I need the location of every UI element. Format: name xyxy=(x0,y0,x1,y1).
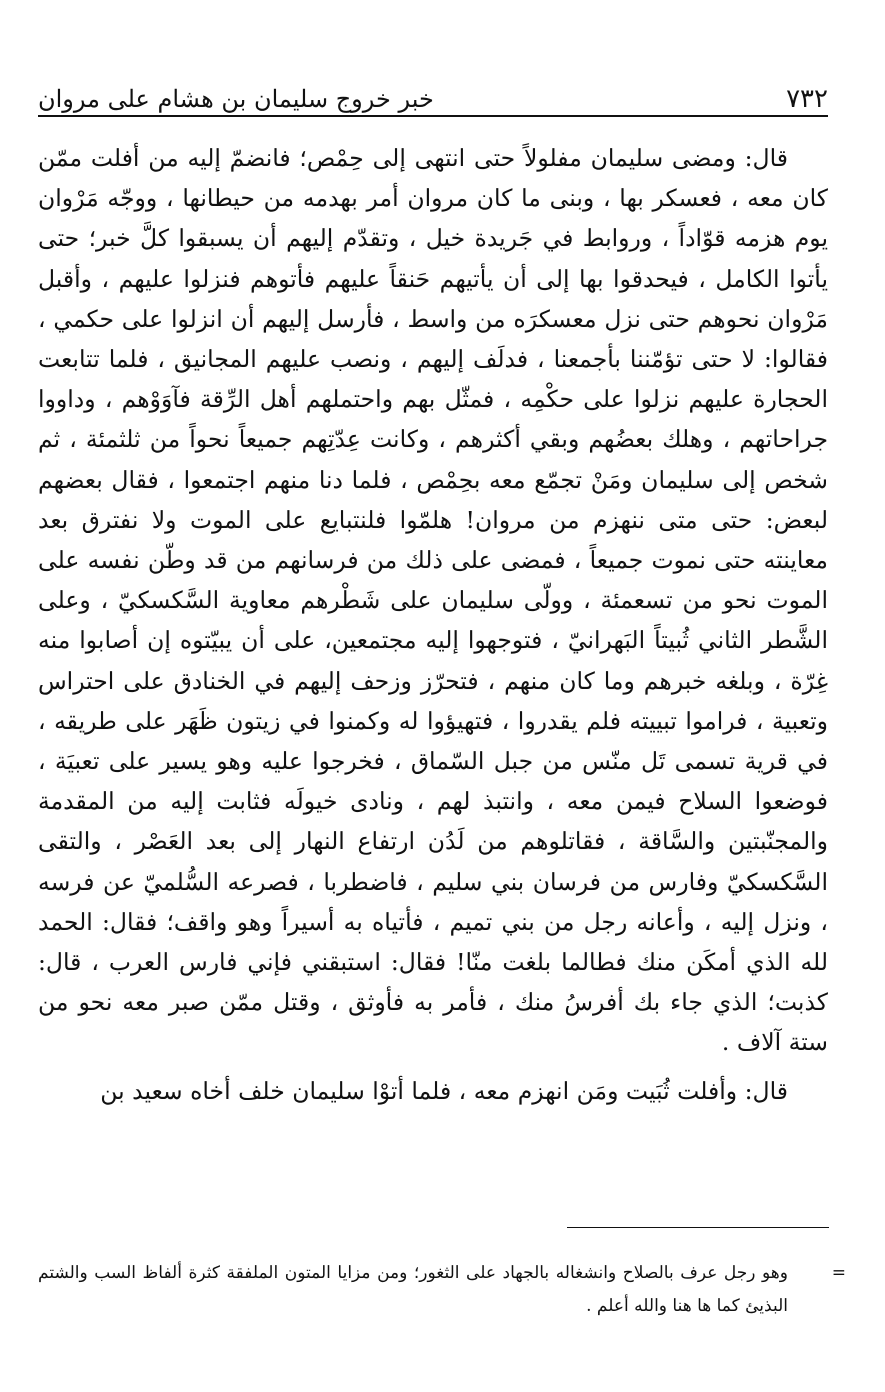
paragraph: قال: وأفلت ثُبَيت ومَن انهزم معه ، فلما أتوْا سليمان خلف أخاه سعيد بن xyxy=(100,1076,788,1105)
footnote xyxy=(38,1257,846,1323)
paragraph: قال: ومضى سليمان مفلولاً حتى انتهى إلى حِمْص؛ فانضمّ إليه من أفلت ممّن كان معه ، فعسكر بها ، وبنى ما كان مروان أمر بهدمه من حيطانها ، ووجّه مَرْوان يوم هزمه قوّاداً ، وروابط في جَريدة خيل ، وتقدّم إليهم أن يسبقوا كلَّ خبر؛ حتى يأتوا الكامل ، فيحدقوا بها إلى أن يأتيهم حَنقاً عليهم فأتوهم فنزلوا عليهم ، وأقبل مَرْوان نحوهم حتى نزل معسكرَه من واسط ، فأرسل إليهم أن انزلوا على حكمي ، فقالوا: لا حتى تؤمّننا بأجمعنا ، فدلَف إليهم ، ونصب عليهم المجانيق ، فلما تتابعت الحجارة عليهم نزلوا على حكْمِه ، فمثّل بهم واحتملهم أهل الرِّقة فآوَوْهم ، وداووا جراحاتهم ، وهلك بعضُهم وبقي أكثرهم ، وكانت عِدّتِهم جميعاً نحواً من ثلثمئة ، ثم شخص إلى سليمان ومَنْ تجمّع معه بحِمْص ، فلما دنا منهم اجتمعوا ، فقال بعضهم لبعض: حتى متى ننهزم من مروان! هلمّوا فلنتبايع على الموت ولا نفترق بعد معاينته حتى نموت جميعاً ، فمضى على ذلك من فرسانهم من قد وطّن نفسه على الموت نحو من تسعمئة ، وولّى سليمان على شَطْرهم معاوية السَّكسكيّ ، وعلى الشَّطر الثاني ثُبيتاً البَهرانيّ ، فتوجهوا إليه مجتمعين، على أن يبيّتوه إن أصابوا منه غِرّة ، وبلغه خبرهم وما كان منهم ، فتحرّز وزحف إليهم في الخنادق على احتراس وتعبية ، فراموا تبييته فلم يقدروا ، فتهيؤوا له وكمنوا في زيتون ظَهَر على طريقه ، في قرية تسمى تَل منّس من جبل السّماق ، فخرجوا عليه وهو يسير على تعبيَة ، فوضعوا السلاح فيمن معه ، وانتبذ لهم ، ونادى خيولَه فثابت إليه من المقدمة والمجنّبتين والسَّاقة ، فقاتلوهم من لَدُن ارتفاع النهار إلى بعد العَصْر ، والتقى السَّكسكيّ وفارس من فرسان بني سليم ، فاضطربا ، فصرعه السُّلميّ عن فرسه ، ونزل إليه ، وأعانه رجل من بني تميم ، فأتياه به أسيراً وهو واقف؛ فقال: الحمد لله الذي أمكَن منك فطالما بلغت منّا! فقال: استبقني فإني فارس العرب ، قال: كذبت؛ الذي جاء بك أفرسُ منك ، فأمر به فأوثق ، وقتل ممّن صبر معه نحو من ستة آلاف . xyxy=(38,144,828,1057)
running-header xyxy=(38,76,828,116)
header-rule xyxy=(38,115,828,117)
running-title: خبر خروج سليمان بن هشام على مروان xyxy=(38,85,434,113)
footnote-text: وهو رجل عرف بالصلاح وانشغاله بالجهاد على الثغور؛ ومن مزايا المتون الملفقة كثرة ألفاظ السب والشتم البذيئ كما ها هنا والله أعلم . xyxy=(38,1263,788,1316)
page-number: ٧٣٢ xyxy=(786,84,828,114)
footnote-continuation-marker: = xyxy=(831,1263,846,1283)
main-text xyxy=(38,138,828,1111)
footnote-separator xyxy=(567,1227,829,1228)
